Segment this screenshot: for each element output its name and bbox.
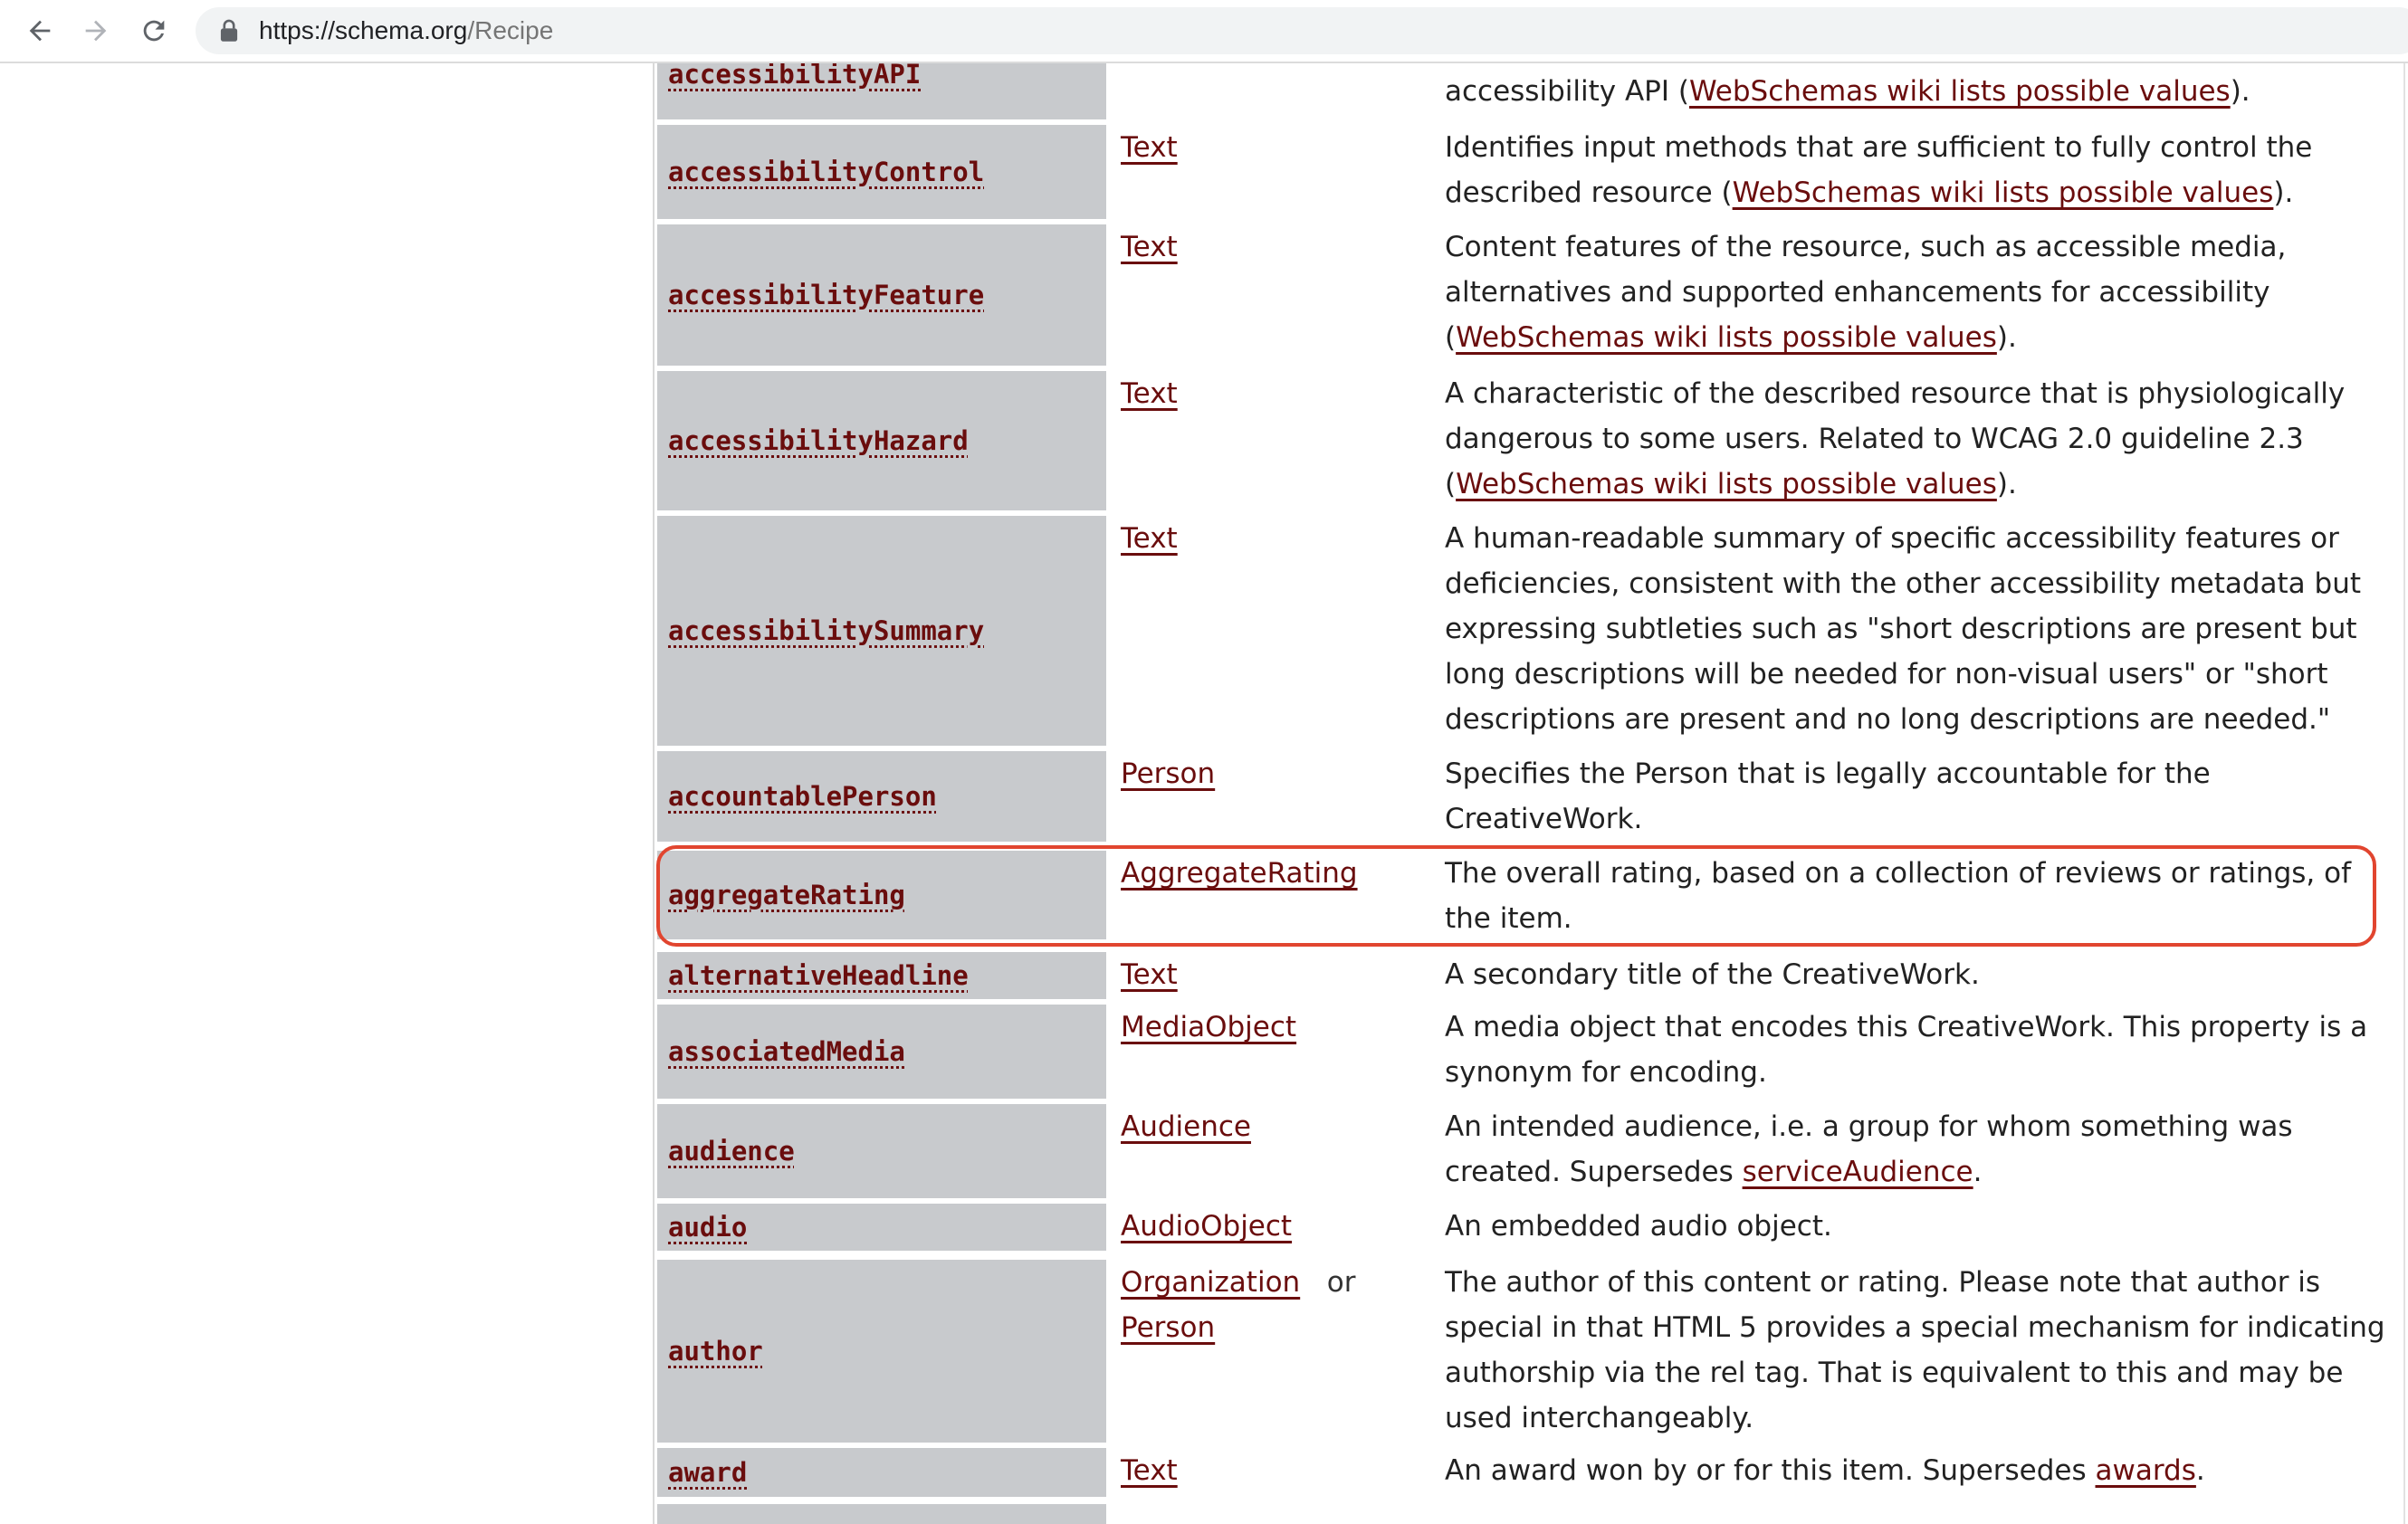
property-link-accountableperson[interactable]: accountablePerson (668, 781, 937, 812)
description-cell (1445, 1005, 2386, 1095)
description-cell (1445, 69, 2386, 114)
property-row-aggregaterating (657, 851, 2377, 939)
property-row-audio (657, 1204, 2377, 1251)
arrow-right-icon (81, 15, 111, 46)
property-link-accessibilitycontrol[interactable]: accessibilityControl (668, 157, 985, 187)
back-button[interactable] (18, 9, 62, 52)
or-label: or (1326, 1266, 1356, 1299)
description-text: Identifies input methods that are sufficient to fully control the described resource ( (1445, 131, 2313, 209)
property-row-award (657, 1448, 2377, 1497)
description-cell (1445, 1260, 2386, 1441)
property-row-accessibilityhazard (657, 371, 2377, 510)
description-text: Specifies the Person that is legally accountable for the CreativeWork. (1445, 757, 2211, 835)
type-link-text[interactable]: Text (1121, 522, 1178, 555)
browser-toolbar (0, 0, 2408, 63)
property-cell (657, 1448, 1106, 1497)
description-text: . (1973, 1156, 1983, 1188)
type-link-text[interactable]: Text (1121, 958, 1178, 991)
property-cell (657, 63, 1106, 119)
property-row-accountableperson (657, 751, 2377, 842)
type-link-organization[interactable]: Organization (1121, 1266, 1301, 1299)
description-cell (1445, 125, 2386, 215)
property-link-audience[interactable]: audience (668, 1136, 795, 1167)
description-text: . (2195, 1454, 2205, 1487)
description-text: ). (2230, 75, 2250, 108)
description-cell (1445, 1104, 2386, 1195)
description-text: An award won by or for this item. Supersedes (1445, 1454, 2096, 1487)
page-content (0, 63, 2408, 1524)
property-link-associatedmedia[interactable]: associatedMedia (668, 1036, 905, 1067)
description-text: An embedded audio object. (1445, 1210, 1832, 1243)
property-row-cutoff (657, 1504, 2377, 1524)
type-link-text[interactable]: Text (1121, 377, 1178, 410)
property-row-accessibilityapi (657, 63, 2377, 119)
type-cell (1121, 952, 1429, 997)
property-cell (657, 1504, 1106, 1524)
reload-button[interactable] (132, 9, 176, 52)
property-row-author (657, 1260, 2385, 1443)
property-cell (657, 851, 1106, 939)
type-or-text (1309, 1266, 1355, 1299)
description-text: A secondary title of the CreativeWork. (1445, 958, 1980, 991)
type-cell (1121, 1448, 1429, 1493)
type-link-mediaobject[interactable]: MediaObject (1121, 1011, 1297, 1043)
property-cell (657, 751, 1106, 842)
property-link-accessibilityapi[interactable]: accessibilityAPI (668, 63, 922, 90)
property-link-accessibilityhazard[interactable]: accessibilityHazard (668, 425, 969, 456)
property-link-alternativeheadline[interactable]: alternativeHeadline (668, 960, 969, 991)
type-cell (1121, 1204, 1429, 1249)
url-path: /Recipe (467, 16, 554, 44)
property-link-accessibilitysummary[interactable]: accessibilitySummary (668, 615, 985, 646)
type-cell (1121, 516, 1429, 561)
description-text: Content features of the resource, such as accessible media, alternatives and supported enhancements for accessibility ( (1445, 231, 2287, 354)
url-host: https://schema.org (259, 16, 468, 44)
property-link-aggregaterating[interactable]: aggregateRating (668, 880, 905, 910)
description-text: ). (1996, 321, 2017, 354)
type-cell (1121, 125, 1429, 170)
description-text: An intended audience, i.e. a group for whom something was created. Supersedes (1445, 1110, 2293, 1188)
property-row-alternativeheadline (657, 952, 2377, 999)
description-cell (1445, 851, 2386, 941)
property-row-accessibilitycontrol (657, 125, 2377, 219)
property-row-accessibilitysummary (657, 516, 2377, 746)
type-link-text[interactable]: Text (1121, 131, 1178, 164)
property-row-associatedmedia (657, 1005, 2377, 1099)
description-cell (1445, 371, 2386, 507)
webschemas-wiki-link[interactable]: WebSchemas wiki lists possible values (1732, 176, 2274, 209)
webschemas-wiki-link[interactable]: WebSchemas wiki lists possible values (1456, 468, 1997, 500)
serviceaudience-link[interactable]: serviceAudience (1742, 1156, 1973, 1188)
table-left-border (653, 63, 655, 1524)
type-cell (1121, 851, 1429, 896)
description-text: A media object that encodes this CreativeWork. This property is a synonym for encoding. (1445, 1011, 2368, 1089)
type-link-aggregaterating[interactable]: AggregateRating (1121, 857, 1358, 890)
description-text: accessibility API ( (1445, 75, 1689, 108)
type-cell (1121, 1104, 1429, 1149)
property-link-audio[interactable]: audio (668, 1212, 748, 1243)
type-link-text[interactable]: Text (1121, 231, 1178, 263)
property-cell (657, 371, 1106, 510)
type-cell (1121, 224, 1429, 270)
type-cell (1121, 371, 1429, 416)
property-cell (657, 952, 1106, 999)
description-cell (1445, 1448, 2386, 1493)
description-cell (1445, 751, 2386, 842)
property-link-author[interactable]: author (668, 1336, 763, 1367)
description-text: A characteristic of the described resource that is physiologically dangerous to some users. Related to WCAG 2.0 guideline 2.3 ( (1445, 377, 2346, 500)
url-text (259, 16, 553, 45)
description-cell (1445, 224, 2386, 360)
description-cell (1445, 516, 2386, 742)
property-link-accessibilityfeature[interactable]: accessibilityFeature (668, 280, 985, 310)
description-text: The overall rating, based on a collection of reviews or ratings, of the item. (1445, 857, 2351, 935)
property-cell (657, 1260, 1106, 1443)
webschemas-wiki-link[interactable]: WebSchemas wiki lists possible values (1688, 75, 2231, 108)
type-link-audioobject[interactable]: AudioObject (1121, 1210, 1293, 1243)
property-cell (657, 1104, 1106, 1198)
description-text: ). (1996, 468, 2017, 500)
property-cell (657, 224, 1106, 366)
forward-button[interactable] (74, 9, 118, 52)
property-cell (657, 516, 1106, 746)
property-cell (657, 125, 1106, 219)
scrollbar-track (2403, 63, 2405, 1524)
property-link-award[interactable]: award (668, 1457, 748, 1488)
lock-icon (219, 19, 239, 43)
webschemas-wiki-link[interactable]: WebSchemas wiki lists possible values (1456, 321, 1997, 354)
type-link-text[interactable]: Text (1121, 1454, 1178, 1487)
type-cell (1121, 751, 1429, 796)
type-link-person[interactable]: Person (1121, 1311, 1216, 1344)
type-cell (1121, 1005, 1429, 1050)
property-cell (657, 1204, 1106, 1251)
description-text: A human-readable summary of specific accessibility features or deficiencies, consistent with the other accessibility metadata but expressing subtleties such as "short descriptions are present but long descriptions will be needed for non-visual users" or "short descriptions are present and no long descriptions are needed." (1445, 522, 2362, 736)
type-cell (1121, 1260, 1429, 1350)
address-bar[interactable] (196, 7, 2408, 54)
description-text: ). (2273, 176, 2294, 209)
description-cell (1445, 1204, 2386, 1249)
property-row-audience (657, 1104, 2377, 1198)
description-cell (1445, 952, 2386, 997)
type-link-audience[interactable]: Audience (1121, 1110, 1251, 1143)
arrow-left-icon (24, 15, 55, 46)
description-text: The author of this content or rating. Please note that author is special in that HTML 5 provides a special mechanism for indicating authorship via the rel tag. That is equivalent to this and may be used interchangeably. (1445, 1266, 2385, 1434)
property-cell (657, 1005, 1106, 1099)
reload-icon (139, 15, 169, 46)
type-link-person[interactable]: Person (1121, 757, 1216, 790)
property-row-accessibilityfeature (657, 224, 2377, 366)
awards-link[interactable]: awards (2095, 1454, 2196, 1487)
